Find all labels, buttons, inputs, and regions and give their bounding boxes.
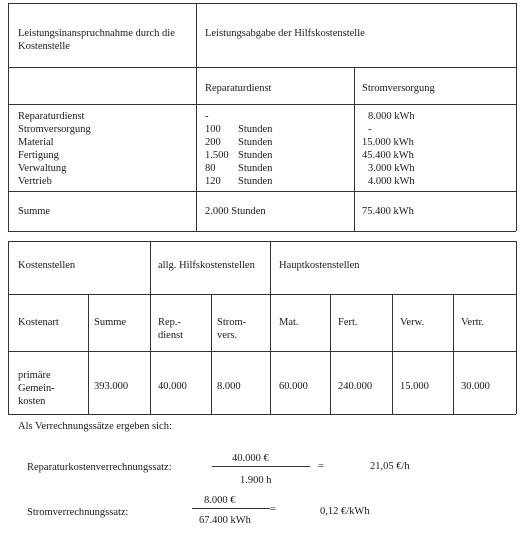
value-strom-vers: 8.000 — [217, 381, 241, 392]
sum-power: 75.400 kWh — [362, 206, 414, 217]
row-label: Vertrieb — [18, 176, 52, 187]
header-kostenstellen: Kostenstellen — [18, 260, 76, 271]
col-rep-dienst: Rep.-dienst — [158, 317, 184, 341]
row-rep-num: - — [205, 111, 209, 122]
value-verw: 15.000 — [400, 381, 429, 392]
rate-numerator: 40.000 € — [232, 453, 269, 464]
row-label: Fertigung — [18, 150, 59, 161]
row-primaere-gemeinkosten: primäre Gemein-kosten — [18, 370, 55, 407]
row-rep-unit: Stunden — [238, 150, 273, 161]
row-rep-num: 1.500 — [205, 150, 229, 161]
col-summe: Summe — [94, 317, 127, 328]
row-power: 15.000 kWh — [362, 137, 414, 148]
row-rep-unit: Stunden — [238, 137, 273, 148]
subheader-stromversorgung: Stromversorgung — [362, 83, 435, 94]
row-rep-unit: Stunden — [238, 124, 273, 135]
row-label: Verwaltung — [18, 163, 67, 174]
row-rep-num: 100 — [205, 124, 221, 135]
sum-repair: 2.000 Stunden — [205, 206, 266, 217]
row-label: Material — [18, 137, 54, 148]
row-power: - — [368, 124, 372, 135]
rate-denominator: 67.400 kWh — [199, 515, 251, 526]
fraction-line — [192, 508, 270, 509]
col-kostenart: Kostenart — [18, 317, 59, 328]
row-rep-num: 120 — [205, 176, 221, 187]
rate-label: Stromverrechnungssatz: — [27, 507, 129, 518]
header-leistungsabgabe: Leistungsabgabe der Hilfskostenstelle — [205, 28, 365, 39]
col-verw: Verw. — [400, 317, 425, 328]
header-leistungsinanspruchnahme: Leistungsinanspruchnahme durch die Kostenstelle — [18, 28, 175, 52]
row-rep-unit: Stunden — [238, 176, 273, 187]
value-rep-dienst: 40.000 — [158, 381, 187, 392]
value-summe: 393.000 — [94, 381, 129, 392]
row-power: 45.400 kWh — [362, 150, 414, 161]
rate-result: 0,12 €/kWh — [320, 506, 370, 517]
row-label: Stromversorgung — [18, 124, 91, 135]
intro-text: Als Verrechnungssätze ergeben sich: — [18, 421, 172, 432]
row-power: 3.000 kWh — [368, 163, 415, 174]
row-power: 8.000 kWh — [368, 111, 415, 122]
col-mat: Mat. — [279, 317, 299, 328]
value-fert: 240.000 — [338, 381, 373, 392]
row-rep-num: 80 — [205, 163, 216, 174]
rate-label: Reparaturkostenverrechnungssatz: — [27, 462, 172, 473]
row-label: Reparaturdienst — [18, 111, 85, 122]
equals-sign: = — [270, 504, 276, 515]
equals-sign: = — [318, 461, 324, 472]
col-fert: Fert. — [338, 317, 358, 328]
rate-result: 21,05 €/h — [370, 461, 410, 472]
value-mat: 60.000 — [279, 381, 308, 392]
rate-numerator: 8.000 € — [204, 495, 236, 506]
row-rep-unit: Stunden — [238, 163, 273, 174]
header-hauptkostenstellen: Hauptkostenstellen — [279, 260, 360, 271]
row-rep-num: 200 — [205, 137, 221, 148]
rate-denominator: 1.900 h — [240, 475, 272, 486]
sum-label: Summe — [18, 206, 51, 217]
header-allg-hilfskostenstellen: allg. Hilfskostenstellen — [158, 260, 255, 271]
col-vertr: Vertr. — [461, 317, 485, 328]
value-vertr: 30.000 — [461, 381, 490, 392]
fraction-line — [212, 466, 310, 467]
row-power: 4.000 kWh — [368, 176, 415, 187]
subheader-reparaturdienst: Reparaturdienst — [205, 83, 272, 94]
col-strom-vers: Strom-vers. — [217, 317, 247, 341]
